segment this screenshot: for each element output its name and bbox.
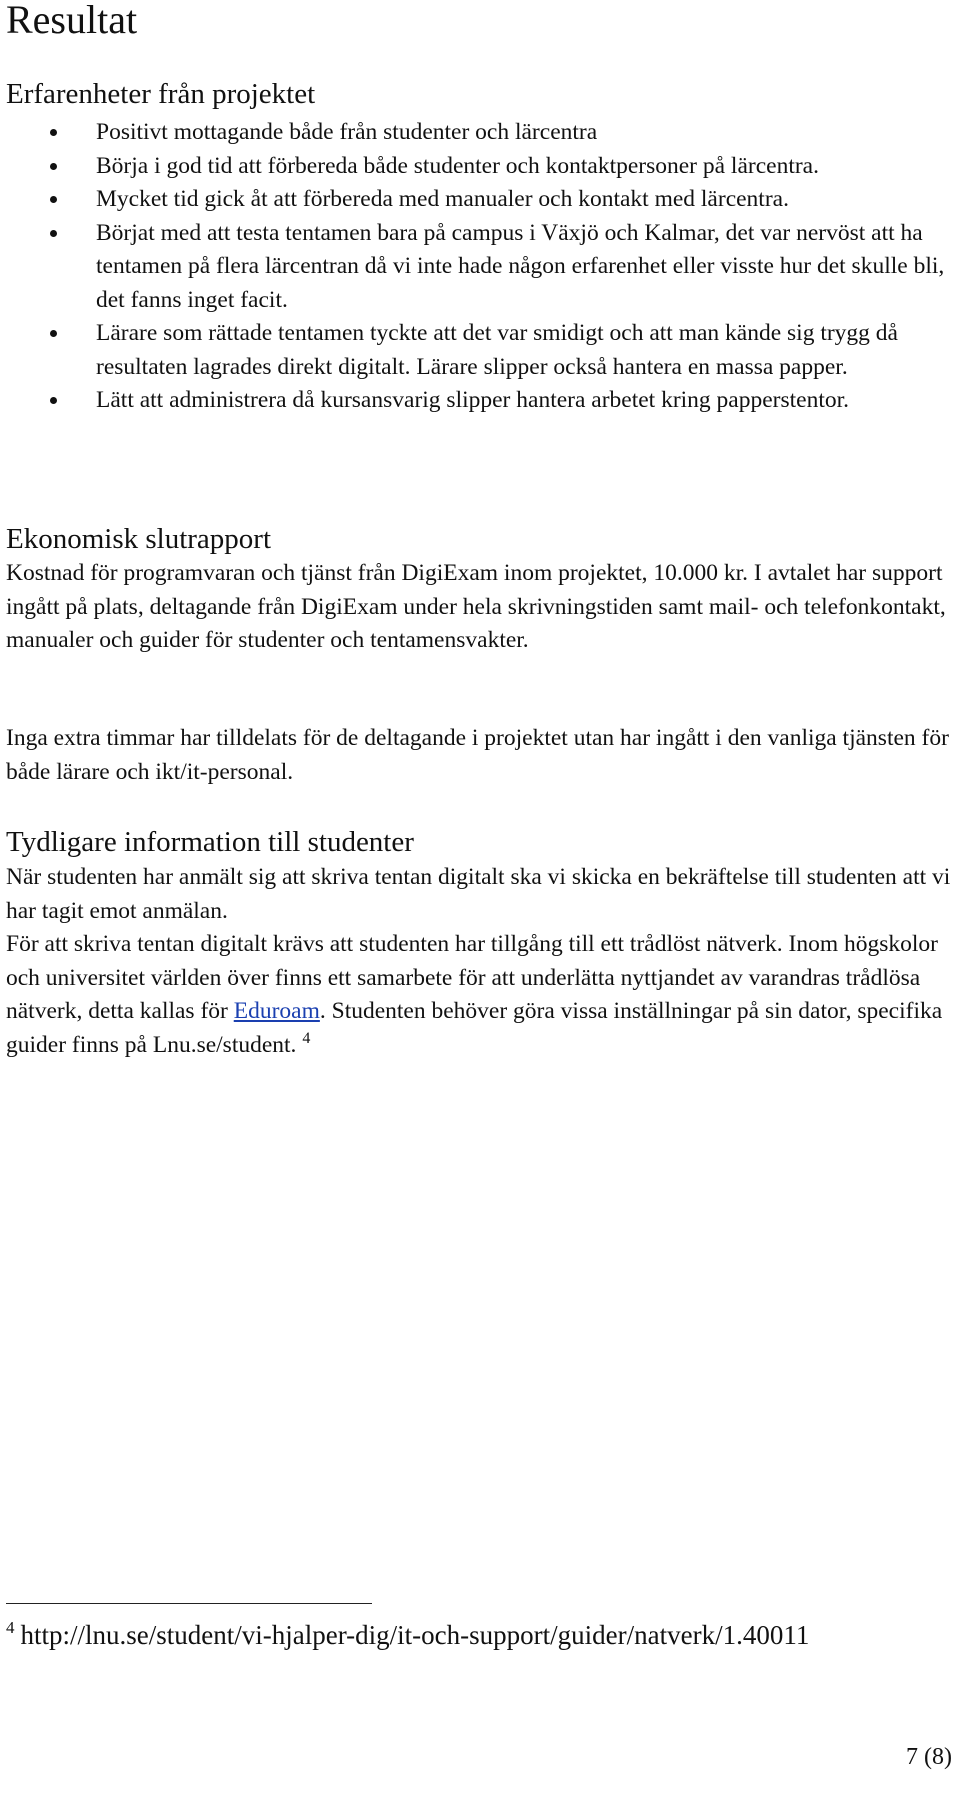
paragraph-text: För att skriva tentan digitalt krävs att studenten har tillgång till ett trådlöst nätverk. Inom högskolor och universitet världen över finns ett samarbete för att underlätta nyttjandet av varandras trådlösa nätverk, detta kallas för (6, 931, 938, 1024)
paragraph-network (6, 928, 958, 1062)
footnote-url: http://lnu.se/student/vi-hjalper-dig/it-och-support/guider/natverk/1.40011 (20, 1620, 810, 1650)
list-item: Lätt att administrera då kursansvarig slipper hantera arbetet kring papperstentor. (6, 384, 956, 418)
paragraph-hours: Inga extra timmar har tilldelats för de deltagande i projektet utan har ingått i den vanliga tjänsten för både lärare och ikt/it-personal. (6, 725, 949, 785)
page-number: 7 (8) (906, 1744, 952, 1770)
page-title: Resultat (6, 0, 138, 42)
section-heading-tydligare: Tydligare information till studenter (6, 826, 414, 858)
paragraph-confirmation: När studenten har anmält sig att skriva tentan digitalt ska vi skicka en bekräftelse till studenten att vi har tagit emot anmälan. (6, 864, 951, 924)
experience-bullet-list (6, 116, 956, 418)
list-item: Mycket tid gick åt att förbereda med manualer och kontakt med lärcentra. (6, 183, 956, 217)
footnote-reference[interactable]: 4 (302, 1029, 311, 1047)
footnote-divider (6, 1603, 372, 1604)
paragraph-cost: Kostnad för programvaran och tjänst från DigiExam inom projektet, 10.000 kr. I avtalet har support ingått på plats, deltagande från DigiExam under hela skrivningstiden samt mail- och telefonkontakt, manualer och guider för studenter och tentamensvakter. (6, 560, 946, 653)
footnote (6, 1619, 809, 1651)
footnote-number: 4 (6, 1618, 15, 1637)
section-heading-erfarenheter: Erfarenheter från projektet (6, 78, 316, 110)
paragraph-text: . Studenten behöver göra vissa inställningar på sin dator, specifika guider finns på Lnu.se/student. (6, 998, 943, 1058)
list-item: Börjat med att testa tentamen bara på campus i Växjö och Kalmar, det var nervöst att ha tentamen på flera lärcentran då vi inte hade någon erfarenhet eller visste hur det skulle bli, det fanns inget facit. (6, 217, 956, 318)
eduroam-link[interactable]: Eduroam (233, 998, 320, 1024)
section-heading-ekonomisk: Ekonomisk slutrapport (6, 523, 272, 555)
list-item: Lärare som rättade tentamen tyckte att det var smidigt och att man kände sig trygg då resultaten lagrades direkt digitalt. Lärare slipper också hantera en massa papper. (6, 317, 956, 384)
list-item: Positivt mottagande både från studenter och lärcentra (6, 116, 956, 150)
list-item: Börja i god tid att förbereda både studenter och kontaktpersoner på lärcentra. (6, 150, 956, 184)
